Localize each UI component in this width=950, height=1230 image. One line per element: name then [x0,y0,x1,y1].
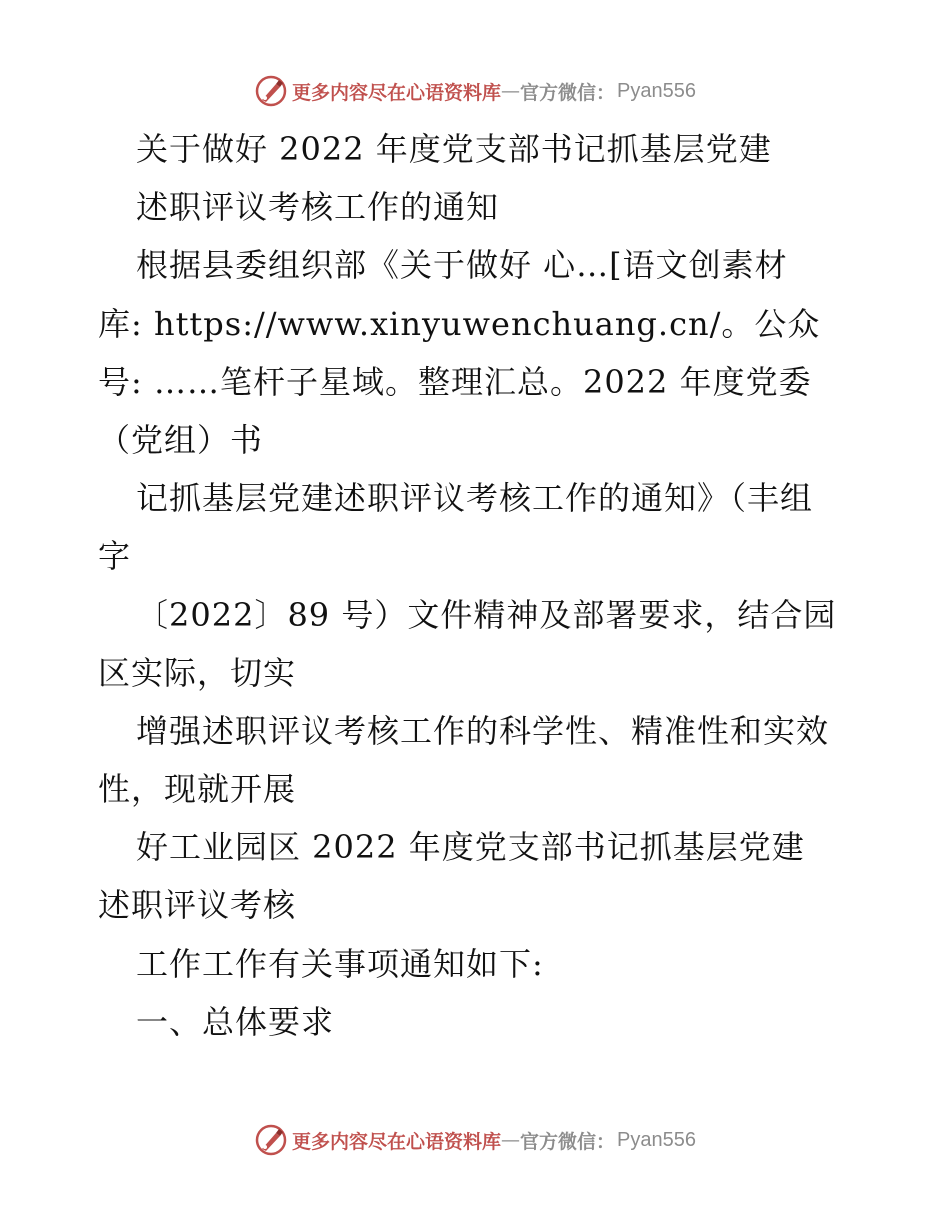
document-line: 述职评议考核 [98,886,297,925]
document-line: 性，现就开展 [98,770,297,809]
document-line: 述职评议考核工作的通知 [136,188,500,227]
watermark-footer [0,1120,950,1160]
pen-logo-icon [254,74,288,108]
document-line: 根据县委组织部《关于做好 心…[语文创素材 [136,246,788,285]
document-line: 字 [98,537,132,576]
document-line: 工作工作有关事项通知如下: [136,944,544,983]
document-line: 区实际，切实 [98,653,297,692]
watermark-wechat-id: Pyan556 [617,79,696,102]
watermark-wechat-label: 官方微信： [520,81,616,104]
document-line: 记抓基层党建述职评议考核工作的通知》（丰组 [136,479,814,518]
document-line: 〔2022〕89 号）文件精神及部署要求，结合园 [136,595,837,634]
watermark-wechat-id: Pyan556 [617,1128,696,1151]
pen-logo-icon [254,1123,288,1157]
document-line: 增强述职评议考核工作的科学性、精准性和实效 [136,711,830,750]
watermark-separator: — [501,1129,521,1151]
document-line: （党组）书 [98,420,264,459]
document-line: 号: ……笔杆子星域。整理汇总。2022 年度党委 [98,362,812,401]
document-body [98,120,858,1051]
document-line: 关于做好 2022 年度党支部书记抓基层党建 [136,130,772,168]
watermark-text: 更多内容尽在心语资料库 [292,81,502,104]
document-line: 库: https://www.xinyuwenchuang.cn/。公众 [98,304,821,343]
document-line: 一、总体要求 [136,1002,335,1041]
watermark-header [0,71,950,111]
watermark-text: 更多内容尽在心语资料库 [292,1130,502,1153]
document-line: 好工业园区 2022 年度党支部书记抓基层党建 [136,828,805,867]
watermark-separator: — [501,80,521,102]
watermark-wechat-label: 官方微信： [520,1130,616,1153]
